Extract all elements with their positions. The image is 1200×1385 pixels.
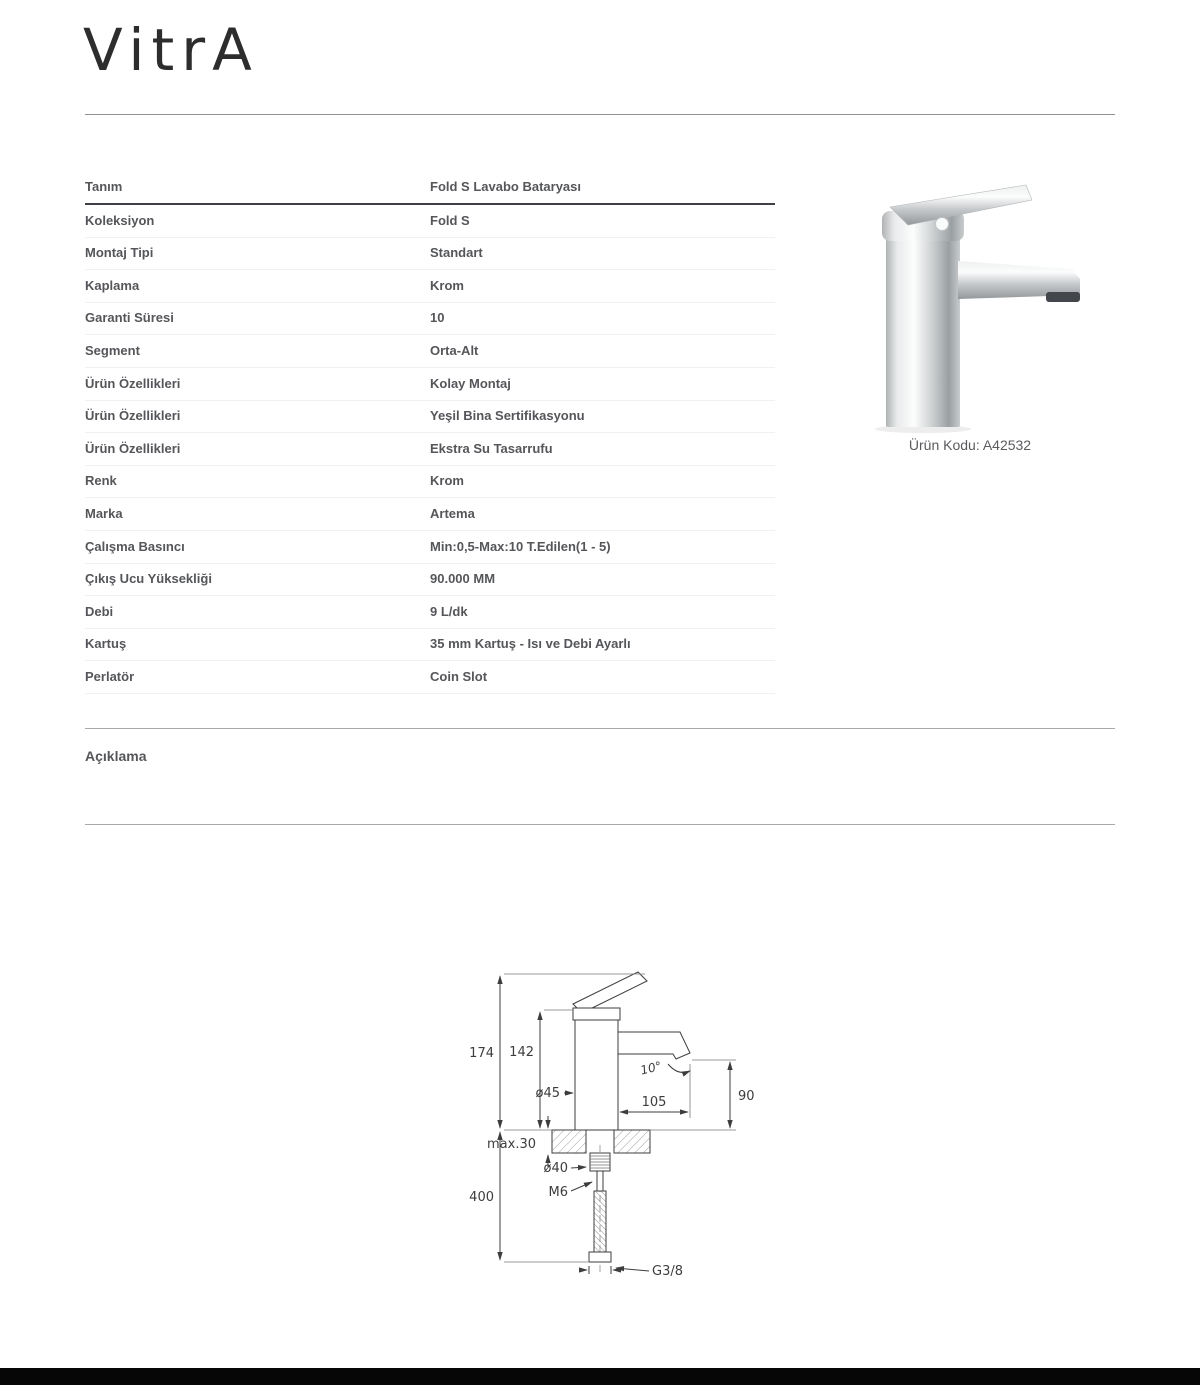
spec-value: Orta-Alt bbox=[430, 343, 479, 359]
technical-drawing bbox=[440, 940, 820, 1300]
spec-value: Kolay Montaj bbox=[430, 375, 511, 391]
under-deck-parts bbox=[589, 1145, 611, 1272]
dim-stud-thread-label: M6 bbox=[548, 1185, 568, 1200]
table-row bbox=[85, 531, 775, 564]
spec-label: Segment bbox=[85, 343, 140, 359]
spec-label: Kaplama bbox=[85, 277, 140, 293]
product-image bbox=[820, 165, 1120, 435]
handle-indicator-dot bbox=[936, 218, 949, 231]
spec-label: Garanti Süresi bbox=[85, 310, 174, 326]
table-row bbox=[85, 564, 775, 597]
faucet-photo bbox=[875, 185, 1080, 433]
section-divider-bottom bbox=[85, 824, 1115, 825]
spec-header-label: Tanım bbox=[85, 179, 123, 195]
dim-body-height-label: 142 bbox=[509, 1045, 534, 1060]
table-row bbox=[85, 238, 775, 271]
vitra-logo: VitrA bbox=[83, 16, 259, 84]
table-row bbox=[85, 401, 775, 434]
faucet-outline bbox=[573, 972, 690, 1130]
spec-value: Min:0,5-Max:10 T.Edilen(1 - 5) bbox=[430, 538, 611, 554]
product-code-caption: Ürün Kodu: A42532 bbox=[908, 437, 1032, 453]
spec-label: Montaj Tipi bbox=[85, 245, 154, 261]
spec-value: 9 L/dk bbox=[430, 603, 468, 619]
spec-header-row bbox=[85, 172, 775, 205]
spec-value: Artema bbox=[430, 505, 475, 521]
spec-label: Koleksiyon bbox=[85, 212, 155, 228]
spec-label: Ürün Özellikleri bbox=[85, 408, 181, 424]
spec-label: Renk bbox=[85, 473, 117, 489]
outline-body bbox=[575, 1020, 618, 1130]
dim-angle-label: 10° bbox=[639, 1058, 664, 1078]
outline-spout bbox=[618, 1032, 690, 1059]
dim-hose-length-label: 400 bbox=[469, 1190, 494, 1205]
spec-value: Krom bbox=[430, 473, 464, 489]
table-row bbox=[85, 335, 775, 368]
spec-value: Krom bbox=[430, 277, 464, 293]
spec-value: 10 bbox=[430, 310, 445, 326]
spec-label: Debi bbox=[85, 603, 114, 619]
spec-value: 90.000 MM bbox=[430, 571, 496, 587]
dim-body-diameter-label: ø45 bbox=[535, 1086, 560, 1101]
outline-cartridge bbox=[573, 1008, 620, 1020]
spec-value: Coin Slot bbox=[430, 668, 488, 684]
spec-label: Kartuş bbox=[85, 636, 127, 652]
page-footer-bar bbox=[0, 1368, 1200, 1385]
dim-hole-diameter-label: ø40 bbox=[543, 1161, 568, 1176]
spec-label: Çalışma Basıncı bbox=[85, 538, 185, 554]
spec-table bbox=[85, 172, 775, 694]
table-row bbox=[85, 433, 775, 466]
spec-label: Perlatör bbox=[85, 668, 135, 684]
table-row bbox=[85, 498, 775, 531]
header-divider bbox=[85, 114, 1115, 115]
table-row bbox=[85, 596, 775, 629]
table-row bbox=[85, 303, 775, 336]
table-row bbox=[85, 368, 775, 401]
spec-value: Yeşil Bina Sertifikasyonu bbox=[430, 408, 585, 424]
description-heading: Açıklama bbox=[85, 748, 147, 764]
faucet-aerator bbox=[1046, 292, 1080, 302]
deck-section bbox=[552, 1130, 650, 1153]
spec-label: Ürün Özellikleri bbox=[85, 440, 181, 456]
dim-spout-reach-label: 105 bbox=[641, 1095, 667, 1110]
dim-connection-label: G3/8 bbox=[652, 1264, 683, 1279]
spec-value: Ekstra Su Tasarrufu bbox=[430, 440, 553, 456]
spec-value: Standart bbox=[430, 245, 483, 261]
table-row bbox=[85, 661, 775, 694]
spec-label: Marka bbox=[85, 505, 123, 521]
spec-value: Fold S bbox=[430, 212, 470, 228]
spec-label: Ürün Özellikleri bbox=[85, 375, 181, 391]
outline-handle bbox=[573, 972, 647, 1013]
dim-deck-max-label: max.30 bbox=[487, 1137, 536, 1152]
spec-value: 35 mm Kartuş - Isı ve Debi Ayarlı bbox=[430, 636, 631, 652]
table-row bbox=[85, 629, 775, 662]
table-row bbox=[85, 466, 775, 499]
spec-header-value: Fold S Lavabo Bataryası bbox=[430, 179, 581, 195]
faucet-body bbox=[886, 235, 960, 427]
dim-total-height-label: 174 bbox=[469, 1046, 494, 1061]
dim-spout-height-label: 90 bbox=[738, 1089, 755, 1104]
section-divider-top bbox=[85, 728, 1115, 729]
spec-label: Çıkış Ucu Yüksekliği bbox=[85, 571, 212, 587]
table-row bbox=[85, 205, 775, 238]
table-row bbox=[85, 270, 775, 303]
